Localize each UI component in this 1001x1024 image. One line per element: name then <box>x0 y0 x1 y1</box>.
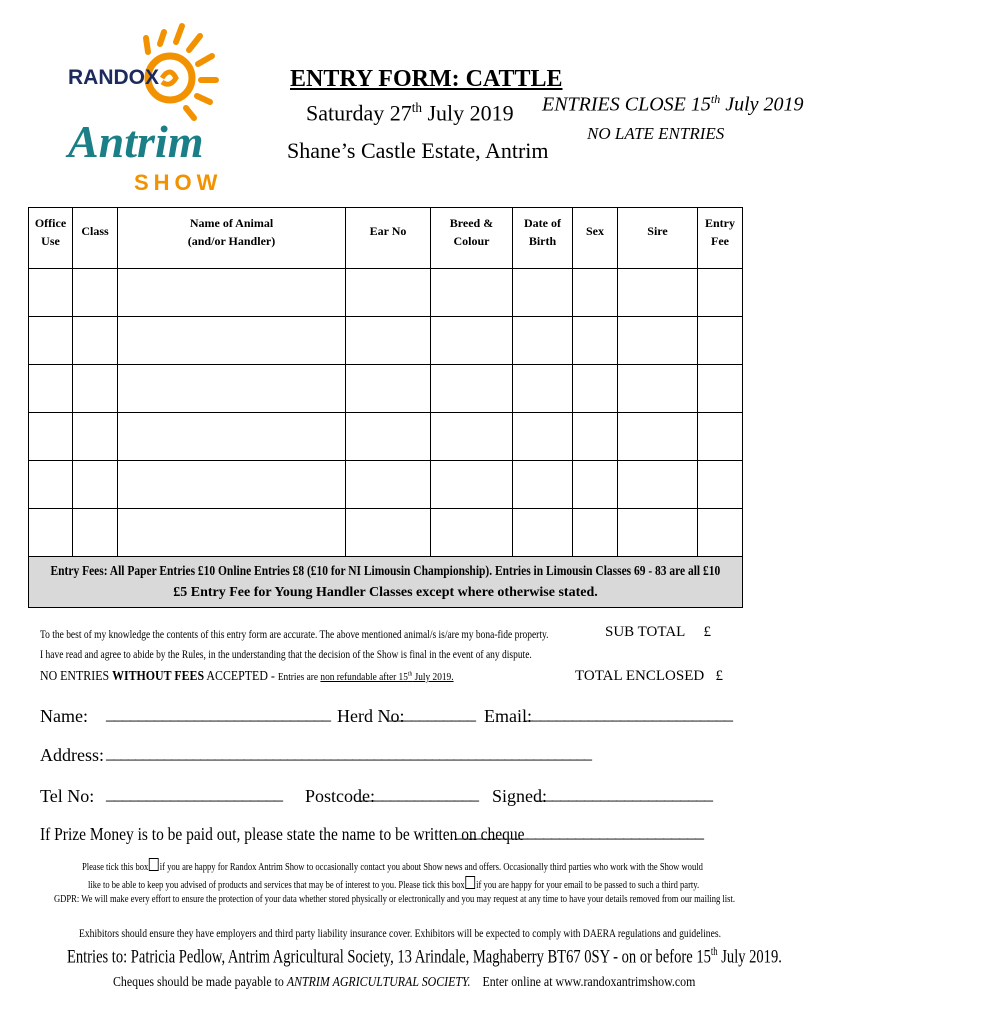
entry-cell[interactable] <box>73 413 118 461</box>
email-field[interactable]: __________________________ <box>524 703 732 723</box>
entry-cell[interactable] <box>118 317 346 365</box>
declaration-rules: I have read and agree to abide by the Rules, in the understanding that the decision of the Show is final in the event of any dispute. <box>40 647 532 661</box>
entry-cell[interactable] <box>573 413 618 461</box>
entry-cell[interactable] <box>618 317 698 365</box>
entry-cell[interactable] <box>29 269 73 317</box>
entry-cell[interactable] <box>431 509 513 557</box>
address-label: Address: <box>40 745 104 765</box>
entry-cell[interactable] <box>431 317 513 365</box>
entry-cell[interactable] <box>513 461 573 509</box>
declaration-accuracy: To the best of my knowledge the contents of this entry form are accurate. The above mentioned animal/s is/are my bona-fide property. <box>40 627 549 641</box>
col-date-of-birth: Date of Birth <box>513 208 573 269</box>
total-enclosed-label: TOTAL ENCLOSED £ <box>575 668 723 684</box>
entry-cell[interactable] <box>573 509 618 557</box>
col-sex: Sex <box>573 208 618 269</box>
consent-contact: Please tick this box if you are happy for Randox Antrim Show to occasionally contact you about Show news and offers. Occasionally third parties who work with the Show would <box>82 858 844 873</box>
entry-cell[interactable] <box>73 269 118 317</box>
postcode-field[interactable]: _______________ <box>358 783 478 803</box>
insurance-notice: Exhibitors should ensure they have employers and third party liability insurance cover. Exhibitors will be expected to comply with DAERA regulations and guidelines. <box>79 926 721 940</box>
entry-cell[interactable] <box>618 509 698 557</box>
consent-third-party-checkbox[interactable] <box>465 876 475 889</box>
entry-cell[interactable] <box>346 413 431 461</box>
consent-contact-checkbox[interactable] <box>149 858 159 871</box>
name-field[interactable]: ____________________________ <box>106 703 330 723</box>
address-field[interactable]: ___________________________________________________________________ <box>106 742 592 762</box>
entry-cell[interactable] <box>346 365 431 413</box>
entry-cell[interactable] <box>698 317 743 365</box>
cheques-payable: Cheques should be made payable to ANTRIM AGRICULTURAL SOCIETY. Enter online at www.randoxantrimshow.com <box>113 975 696 990</box>
entry-cell[interactable] <box>573 317 618 365</box>
entry-cell[interactable] <box>73 509 118 557</box>
entries-to-address: Entries to: Patricia Pedlow, Antrim Agricultural Society, 13 Arindale, Maghaberry BT67 0SY - on or before 15th July 2019. <box>67 946 782 968</box>
svg-text:Antrim: Antrim <box>68 116 204 167</box>
table-row <box>29 269 743 317</box>
col-entry-fee: Entry Fee <box>698 208 743 269</box>
table-row <box>29 365 743 413</box>
no-entries-without-fees-notice: NO ENTRIES WITHOUT FEES ACCEPTED - Entries are non refundable after 15th July 2019. <box>40 669 454 684</box>
entry-cell[interactable] <box>346 317 431 365</box>
table-header-row <box>29 208 743 269</box>
entry-fees-info: Entry Fees: All Paper Entries £10 Online Entries £8 (£10 for NI Limousin Championship). Entries in Limousin Classes 69 - 83 are all £10 £5 Entry Fee for Young Handler Classes except where otherwise stated. <box>29 557 743 608</box>
signed-field[interactable]: ______________________ <box>536 783 712 803</box>
entry-cell[interactable] <box>513 317 573 365</box>
entry-cell[interactable] <box>29 509 73 557</box>
tel-no-label: Tel No: <box>40 786 95 806</box>
postcode-label: Postcode: <box>305 786 375 806</box>
randox-antrim-show-logo <box>62 22 222 197</box>
entry-cell[interactable] <box>118 413 346 461</box>
gdpr-notice: GDPR: We will make every effort to ensure the protection of your data whether stored physically or electronically and you may request at any time to have your details removed from our mailing list. <box>54 894 736 905</box>
prize-money-name-field[interactable]: _______________________________ <box>455 821 703 841</box>
entry-cell[interactable] <box>118 461 346 509</box>
table-row <box>29 413 743 461</box>
entry-cell[interactable] <box>118 509 346 557</box>
svg-text:SHOW: SHOW <box>134 170 223 195</box>
signed-label: Signed: <box>492 786 548 806</box>
entry-cell[interactable] <box>431 461 513 509</box>
entry-cell[interactable] <box>513 413 573 461</box>
entry-cell[interactable] <box>118 365 346 413</box>
entry-cell[interactable] <box>346 269 431 317</box>
entry-cell[interactable] <box>431 365 513 413</box>
entry-cell[interactable] <box>618 365 698 413</box>
entry-cell[interactable] <box>29 365 73 413</box>
entry-cell[interactable] <box>513 365 573 413</box>
entries-close-date: ENTRIES CLOSE 15th July 2019 <box>542 92 804 116</box>
sun-logo-icon <box>62 22 222 197</box>
col-ear-no: Ear No <box>346 208 431 269</box>
entry-cell[interactable] <box>618 461 698 509</box>
entry-cell[interactable] <box>618 269 698 317</box>
enter-online-link[interactable]: Enter online at www.randoxantrimshow.com <box>482 975 696 990</box>
prize-money-label: If Prize Money is to be paid out, please state the name to be written on cheque <box>40 824 525 844</box>
entry-cell[interactable] <box>573 269 618 317</box>
col-breed-colour: Breed & Colour <box>431 208 513 269</box>
entry-cell[interactable] <box>29 413 73 461</box>
sub-total-label: SUB TOTAL £ <box>605 624 712 640</box>
no-late-entries-notice: NO LATE ENTRIES <box>587 124 725 143</box>
consent-third-party: like to be able to keep you advised of products and services that may be of interest to you. Please tick this box if you are happy for your email to be passed to such a third party. <box>88 876 838 891</box>
entry-cell[interactable] <box>73 461 118 509</box>
table-row <box>29 509 743 557</box>
tel-no-field[interactable]: ______________________ <box>106 783 282 803</box>
entry-cell[interactable] <box>431 413 513 461</box>
entry-cell[interactable] <box>698 509 743 557</box>
col-name-of-animal: Name of Animal (and/or Handler) <box>118 208 346 269</box>
show-date: Saturday 27th July 2019 <box>306 100 514 126</box>
table-row <box>29 317 743 365</box>
entry-cell[interactable] <box>346 461 431 509</box>
herd-no-label: Herd No: <box>337 706 405 726</box>
col-office-use: Office Use <box>29 208 73 269</box>
col-class: Class <box>73 208 118 269</box>
entry-cell[interactable] <box>698 269 743 317</box>
entry-cell[interactable] <box>618 413 698 461</box>
entry-cell[interactable] <box>29 317 73 365</box>
entry-cell[interactable] <box>118 269 346 317</box>
entry-cell[interactable] <box>346 509 431 557</box>
herd-no-field[interactable]: ___________ <box>387 703 475 723</box>
email-label: Email: <box>484 706 532 726</box>
entry-cell[interactable] <box>513 509 573 557</box>
entry-cell[interactable] <box>29 461 73 509</box>
entry-fees-row <box>29 557 743 608</box>
entry-cell[interactable] <box>698 365 743 413</box>
entry-cell[interactable] <box>431 269 513 317</box>
table-row <box>29 461 743 509</box>
entry-table <box>28 207 743 608</box>
name-label: Name: <box>40 706 88 726</box>
form-title: ENTRY FORM: CATTLE <box>290 66 563 92</box>
entry-cell[interactable] <box>513 269 573 317</box>
svg-text:RANDOX: RANDOX <box>68 66 160 89</box>
col-sire: Sire <box>618 208 698 269</box>
entry-cell[interactable] <box>73 317 118 365</box>
entry-cell[interactable] <box>698 413 743 461</box>
entry-cell[interactable] <box>573 461 618 509</box>
entry-cell[interactable] <box>573 365 618 413</box>
entry-cell[interactable] <box>73 365 118 413</box>
show-venue: Shane’s Castle Estate, Antrim <box>287 138 549 163</box>
entry-cell[interactable] <box>698 461 743 509</box>
